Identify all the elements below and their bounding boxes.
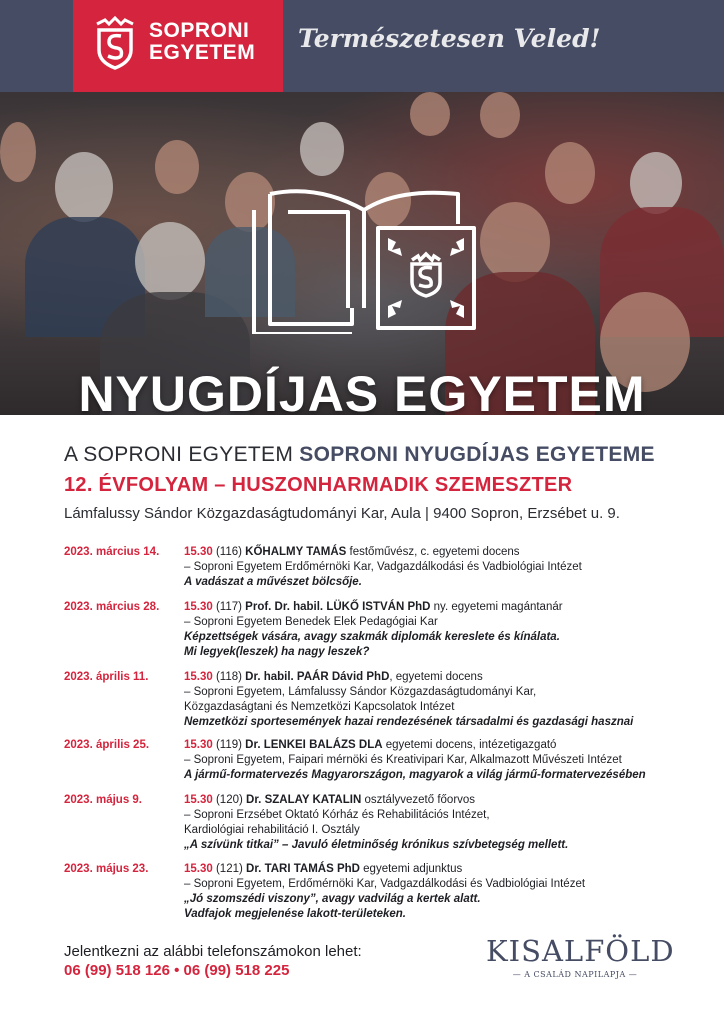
- heading-plain: A SOPRONI EGYETEM: [64, 443, 300, 466]
- lecture-title: Mi legyek(leszek) ha nagy leszek?: [184, 646, 370, 658]
- venue-address: Lámfalussy Sándor Közgazdaságtudományi Kar, Aula | 9400 Sopron, Erzsébet u. 9.: [64, 505, 620, 522]
- lecture-date: 2023. május 23.: [64, 863, 149, 875]
- lecture-number: (116): [212, 546, 246, 558]
- logo-line-2: EGYETEM: [149, 41, 256, 64]
- speaker-affiliation: – Soproni Egyetem, Lámfalussy Sándor Közgazdaságtudományi Kar,: [184, 686, 537, 698]
- speaker-name: Dr. LENKEI BALÁZS DLA: [245, 739, 383, 751]
- speaker-name: Dr. SZALAY KATALIN: [246, 794, 362, 806]
- speaker-name: KŐHALMY TAMÁS: [245, 546, 347, 558]
- lecture-details: [184, 793, 674, 853]
- lecture-number: (118): [212, 671, 246, 683]
- lecture-title: Vadfajok megjelenése lakott-területeken.: [184, 908, 406, 920]
- speaker-affiliation: – Soproni Egyetem, Faipari mérnöki és Kreativipari Kar, Alkalmazott Művészeti Intézet: [184, 754, 622, 766]
- program-heading: [64, 443, 655, 467]
- lecture-number: (121): [212, 863, 247, 875]
- audience-photo: [0, 92, 724, 415]
- registration-note: Jelentkezni az alábbi telefonszámokon lehet:: [64, 943, 362, 960]
- speaker-name: Dr. TARI TAMÁS PhD: [246, 863, 360, 875]
- phone-numbers[interactable]: 06 (99) 518 126 • 06 (99) 518 225: [64, 962, 290, 979]
- lecture-number: (117): [212, 601, 246, 613]
- speaker-role: egyetemi adjunktus: [359, 863, 463, 875]
- top-banner: [0, 0, 724, 92]
- speaker-affiliation: Kardiológiai rehabilitáció I. Osztály: [184, 824, 360, 836]
- lecture-number: (120): [212, 794, 247, 806]
- lecture-time: 15.30: [184, 863, 213, 875]
- sponsor-name: KISALFÖLD: [486, 934, 675, 968]
- lecture-number: (119): [212, 739, 246, 751]
- lecture-title: Képzettségek vására, avagy szakmák diplomák kereslete és kínálata.: [184, 631, 560, 643]
- speaker-name: Dr. habil. PAÁR Dávid PhD: [245, 671, 390, 683]
- lecture-details: [184, 545, 674, 590]
- lecture-details: [184, 600, 674, 660]
- lecture-time: 15.30: [184, 794, 213, 806]
- lecture-date: 2023. április 11.: [64, 671, 149, 683]
- book-with-crest-icon: [248, 188, 480, 334]
- heading-bold: SOPRONI NYUGDÍJAS EGYETEME: [299, 443, 655, 466]
- lecture-title: „A szívünk titkai” – Javuló életminőség krónikus szívbetegség mellett.: [184, 839, 569, 851]
- lecture-time: 15.30: [184, 601, 213, 613]
- speaker-role: osztályvezető főorvos: [361, 794, 476, 806]
- lecture-title: Nemzetközi sportesemények hazai rendezésének társadalmi és gazdasági hasznai: [184, 716, 634, 728]
- lecture-title: „Jó szomszédi viszony”, avagy vadvilág a kertek alatt.: [184, 893, 481, 905]
- speaker-affiliation: Közgazdaságtani és Nemzetközi Kapcsolatok Intézet: [184, 701, 455, 713]
- slogan: Természetesen Veled!: [298, 24, 601, 53]
- university-name: [149, 20, 255, 64]
- lecture-details: [184, 862, 674, 922]
- speaker-affiliation: – Soproni Egyetem Benedek Elek Pedagógiai Kar: [184, 616, 438, 628]
- lecture-time: 15.30: [184, 671, 213, 683]
- lecture-date: 2023. március 28.: [64, 601, 160, 613]
- lecture-date: 2023. április 25.: [64, 739, 150, 751]
- lecture-date: 2023. május 9.: [64, 794, 142, 806]
- speaker-role: , egyetemi docens: [389, 671, 483, 683]
- speaker-affiliation: – Soproni Egyetem Erdőmérnöki Kar, Vadgazdálkodási és Vadbiológiai Intézet: [184, 561, 582, 573]
- lecture-time: 15.30: [184, 739, 213, 751]
- speaker-name: Prof. Dr. habil. LÜKŐ ISTVÁN PhD: [245, 601, 431, 613]
- lecture-date: 2023. március 14.: [64, 546, 160, 558]
- semester-heading: 12. ÉVFOLYAM – HUSZONHARMADIK SZEMESZTER: [64, 474, 573, 496]
- speaker-role: festőművész, c. egyetemi docens: [346, 546, 520, 558]
- logo-line-1: SOPRONI: [149, 19, 250, 42]
- sponsor-tagline: — A CSALÁD NAPILAPJA —: [512, 970, 638, 979]
- speaker-role: ny. egyetemi magántanár: [430, 601, 563, 613]
- lecture-title: A jármű-formatervezés Magyarországon, magyarok a világ jármű-formatervezésében: [184, 769, 646, 781]
- university-shield-icon: [93, 14, 137, 70]
- lecture-details: [184, 738, 674, 783]
- lecture-time: 15.30: [184, 546, 213, 558]
- university-logo[interactable]: [73, 0, 283, 100]
- speaker-role: egyetemi docens, intézetigazgató: [382, 739, 557, 751]
- sponsor-logo[interactable]: [486, 934, 675, 979]
- speaker-affiliation: – Soproni Egyetem, Erdőmérnöki Kar, Vadgazdálkodási és Vadbiológiai Intézet: [184, 878, 586, 890]
- hero-title: NYUGDÍJAS EGYETEM: [78, 366, 646, 415]
- speaker-affiliation: – Soproni Erzsébet Oktató Kórház és Rehabilitációs Intézet,: [184, 809, 490, 821]
- lecture-title: A vadászat a művészet bölcsője.: [184, 576, 362, 588]
- lecture-details: [184, 670, 674, 730]
